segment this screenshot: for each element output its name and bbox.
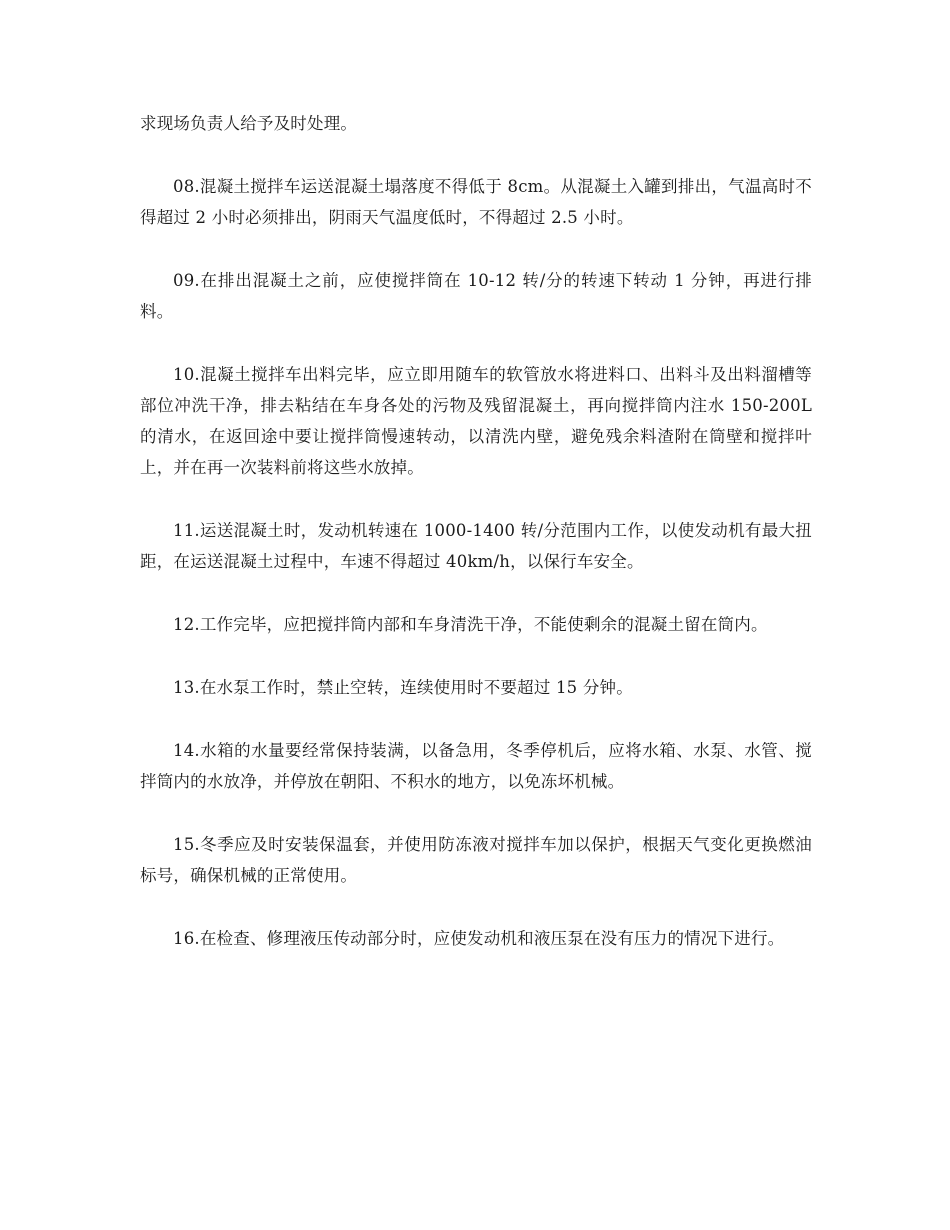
paragraph-item-15: 15.冬季应及时安装保温套，并使用防冻液对搅拌车加以保护，根据天气变化更换燃油标号，确保机械的正常使用。 bbox=[140, 835, 812, 885]
document-body bbox=[140, 108, 812, 986]
paragraph-item-08: 08.混凝土搅拌车运送混凝土塌落度不得低于 8cm。从混凝土入罐到排出，气温高时不得超过 2 小时必须排出，阴雨天气温度低时，不得超过 2.5 小时。 bbox=[140, 177, 812, 227]
paragraph-item-16: 16.在检查、修理液压传动部分时，应使发动机和液压泵在没有压力的情况下进行。 bbox=[173, 929, 785, 948]
paragraph-item-12: 12.工作完毕，应把搅拌筒内部和车身清洗干净，不能使剩余的混凝土留在筒内。 bbox=[173, 615, 768, 634]
paragraph-continuation: 求现场负责人给予及时处理。 bbox=[140, 114, 358, 133]
paragraph-item-13: 13.在水泵工作时，禁止空转，连续使用时不要超过 15 分钟。 bbox=[173, 678, 633, 697]
paragraph-item-14: 14.水箱的水量要经常保持装满，以备急用，冬季停机后，应将水箱、水泵、水管、搅拌筒内的水放净，并停放在朝阳、不积水的地方，以免冻坏机械。 bbox=[140, 741, 812, 791]
paragraph-item-10: 10.混凝土搅拌车出料完毕，应立即用随车的软管放水将进料口、出料斗及出料溜槽等部位冲洗干净，排去粘结在车身各处的污物及残留混凝土，再向搅拌筒内注水 150-200L 的清水，在返回途中要让搅拌筒慢速转动，以清洗内壁，避免残余料渣附在筒壁和搅拌叶上，并在再一次装料前将这些水放掉。 bbox=[140, 365, 812, 477]
paragraph-item-09: 09.在排出混凝土之前，应使搅拌筒在 10-12 转/分的转速下转动 1 分钟，再进行排料。 bbox=[140, 271, 812, 321]
paragraph-item-11: 11.运送混凝土时，发动机转速在 1000-1400 转/分范围内工作，以使发动机有最大扭距，在运送混凝土过程中，车速不得超过 40km/h，以保行车安全。 bbox=[140, 521, 812, 571]
